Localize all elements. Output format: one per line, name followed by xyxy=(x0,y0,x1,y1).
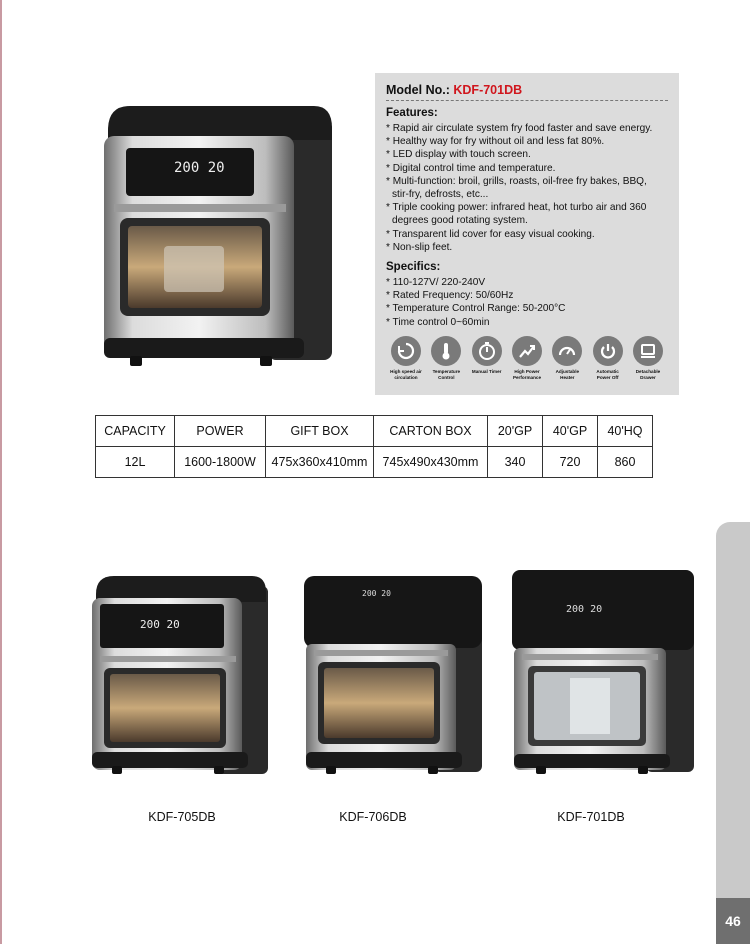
model-label: Model No.: xyxy=(386,83,450,97)
icon-label: Automatic Power Off xyxy=(596,368,619,380)
table-cell: 720 xyxy=(543,447,598,478)
feature-item: * Digital control time and temperature. xyxy=(386,162,556,174)
feature-icon-cell xyxy=(590,336,626,381)
table-header-cell: 20'GP xyxy=(488,416,543,447)
specifics-title: Specifics: xyxy=(386,261,441,274)
table-header-row xyxy=(96,416,653,447)
timer-icon xyxy=(472,336,502,366)
feature-item: stir-fry, defrosts, etc... xyxy=(392,189,489,201)
air-circulation-icon xyxy=(391,336,421,366)
feature-item: * Multi-function: broil, grills, roasts, oil-free fry bakes, BBQ, xyxy=(386,175,647,187)
model-value: KDF-701DB xyxy=(453,83,523,97)
model-number xyxy=(386,83,668,101)
table-cell: 745x490x430mm xyxy=(374,447,488,478)
hero-display-text: 200 20 xyxy=(174,160,225,176)
feature-icon-cell xyxy=(509,336,545,381)
display-text: 200 20 xyxy=(362,589,391,598)
specs-panel xyxy=(375,73,679,395)
display-text: 200 20 xyxy=(140,618,180,631)
feature-icon-cell xyxy=(630,336,666,381)
specific-item: * 110-127V/ 220-240V xyxy=(386,277,486,289)
table-cell: 860 xyxy=(598,447,653,478)
icon-label: Detachable Drawer xyxy=(635,368,661,380)
feature-item: * Healthy way for fry without oil and less fat 80%. xyxy=(386,136,605,148)
hero-air-fryer-image xyxy=(100,100,336,372)
icon-label: High Power Performance xyxy=(512,368,542,380)
feature-item: * Triple cooking power: infrared heat, hot turbo air and 360 xyxy=(386,202,647,214)
table-header-cell: CARTON BOX xyxy=(374,416,488,447)
feature-icon-cell xyxy=(549,336,585,381)
power-off-icon xyxy=(593,336,623,366)
product-image-kdf-705db xyxy=(88,572,272,782)
left-margin-rule xyxy=(0,0,2,944)
specific-item: * Rated Frequency: 50/60Hz xyxy=(386,290,514,302)
feature-item: degrees good rotating system. xyxy=(392,215,528,227)
table-header-cell: CAPACITY xyxy=(96,416,175,447)
table-header-cell: POWER xyxy=(175,416,266,447)
icon-label: Adjustable Heater xyxy=(555,368,580,380)
feature-icon-cell xyxy=(469,336,505,381)
thermometer-icon xyxy=(431,336,461,366)
page-number: 46 xyxy=(716,898,750,944)
table-row xyxy=(96,447,653,478)
feature-item: * LED display with touch screen. xyxy=(386,149,531,161)
table-cell: 1600-1800W xyxy=(175,447,266,478)
feature-icon-cell xyxy=(388,336,424,381)
gauge-icon xyxy=(552,336,582,366)
table-cell: 475x360x410mm xyxy=(266,447,374,478)
product-image-kdf-701db xyxy=(510,568,696,782)
table-cell: 340 xyxy=(488,447,543,478)
feature-item: * Transparent lid cover for easy visual cooking. xyxy=(386,228,595,240)
spec-table xyxy=(95,415,653,478)
specific-item: * Temperature Control Range: 50-200°C xyxy=(386,303,566,315)
icon-label: Manual Timer xyxy=(471,368,502,374)
table-header-cell: 40'GP xyxy=(543,416,598,447)
side-tab xyxy=(716,522,750,902)
features-title: Features: xyxy=(386,107,438,119)
table-header-cell: GIFT BOX xyxy=(266,416,374,447)
drawer-icon xyxy=(633,336,663,366)
specifics-list xyxy=(386,276,668,329)
specific-item: * Time control 0~60min xyxy=(386,316,490,328)
feature-item: * Non-slip feet. xyxy=(386,241,453,253)
table-cell: 12L xyxy=(96,447,175,478)
feature-icons-row xyxy=(386,336,668,381)
product-image-kdf-706db xyxy=(302,572,486,782)
power-performance-icon xyxy=(512,336,542,366)
feature-icon-cell xyxy=(428,336,464,381)
display-text: 200 20 xyxy=(566,604,603,615)
caption-kdf-705db: KDF-705DB xyxy=(148,810,216,824)
features-list xyxy=(386,122,668,254)
feature-item: * Rapid air circulate system fry food faster and save energy. xyxy=(386,123,653,134)
table-header-cell: 40'HQ xyxy=(598,416,653,447)
icon-label: High speed air circulation xyxy=(390,368,422,380)
icon-label: Temperature Control xyxy=(432,368,461,380)
caption-kdf-701db: KDF-701DB xyxy=(557,810,625,824)
caption-kdf-706db: KDF-706DB xyxy=(339,810,407,824)
